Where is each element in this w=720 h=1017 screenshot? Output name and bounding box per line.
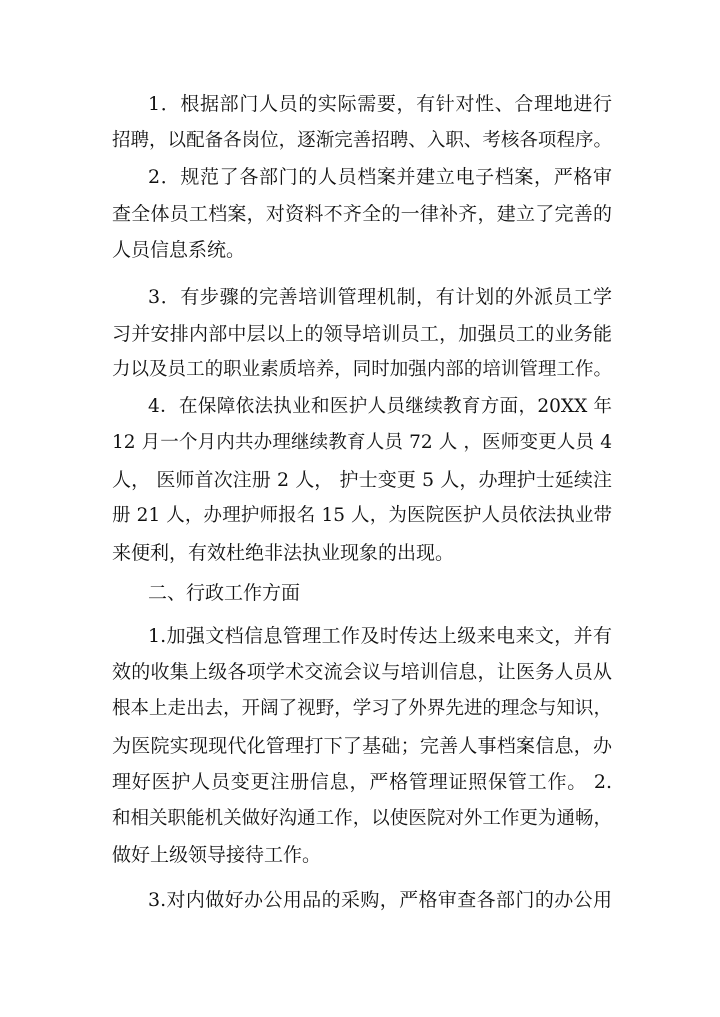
paragraph-line: 2．规范了各部门的人员档案并建立电子档案，严格审 bbox=[148, 166, 612, 188]
paragraph-line: 根本上走出去，开阔了视野，学习了外界先进的理念与知识， bbox=[112, 698, 612, 719]
paragraph-line: 1.加强文档信息管理工作及时传达上级来电来文，并有 bbox=[148, 625, 612, 647]
paragraph-line: 3.对内做好办公用品的采购，严格审查各部门的办公用 bbox=[148, 889, 612, 911]
section-heading: 二、行政工作方面 bbox=[148, 582, 301, 604]
paragraph-line: 人， 医师首次注册 2 人， 护士变更 5 人，办理护士延续注 bbox=[112, 469, 612, 491]
paragraph-line: 查全体员工档案，对资料不齐全的一律补齐，建立了完善的 bbox=[112, 203, 612, 225]
paragraph-line: 效的收集上级各项学术交流会议与培训信息，让医务人员从 bbox=[112, 661, 612, 683]
paragraph-line: 来便利，有效杜绝非法执业现象的出现。 bbox=[112, 542, 455, 564]
paragraph-line: 册 21 人，办理护师报名 15 人，为医院医护人员依法执业带 bbox=[112, 505, 612, 526]
paragraph-line: 3．有步骤的完善培训管理机制，有计划的外派员工学 bbox=[148, 286, 612, 308]
paragraph-line: 习并安排内部中层以上的领导培训员工，加强员工的业务能 bbox=[112, 323, 612, 345]
paragraph-line: 招聘，以配备各岗位，逐渐完善招聘、入职、考核各项程序。 bbox=[112, 130, 612, 151]
paragraph-line: 理好医护人员变更注册信息，严格管理证照保管工作。 2. bbox=[112, 771, 612, 793]
paragraph-line: 人员信息系统。 bbox=[112, 239, 246, 261]
paragraph-line: 1．根据部门人员的实际需要，有针对性、合理地进行 bbox=[148, 93, 612, 115]
paragraph-line: 12 月一个月内共办理继续教育人员 72 人 ，医师变更人员 4 bbox=[112, 432, 612, 453]
paragraph-line: 和相关职能机关做好沟通工作，以使医院对外工作更为通畅， bbox=[112, 808, 612, 829]
paragraph-line: 做好上级领导接待工作。 bbox=[112, 844, 322, 866]
paragraph-line: 为医院实现现代化管理打下了基础；完善人事档案信息，办 bbox=[112, 735, 612, 757]
paragraph-line: 4．在保障依法执业和医护人员继续教育方面，20XX 年 bbox=[148, 396, 612, 417]
paragraph-line: 力以及员工的职业素质培养，同时加强内部的培训管理工作。 bbox=[112, 359, 612, 380]
